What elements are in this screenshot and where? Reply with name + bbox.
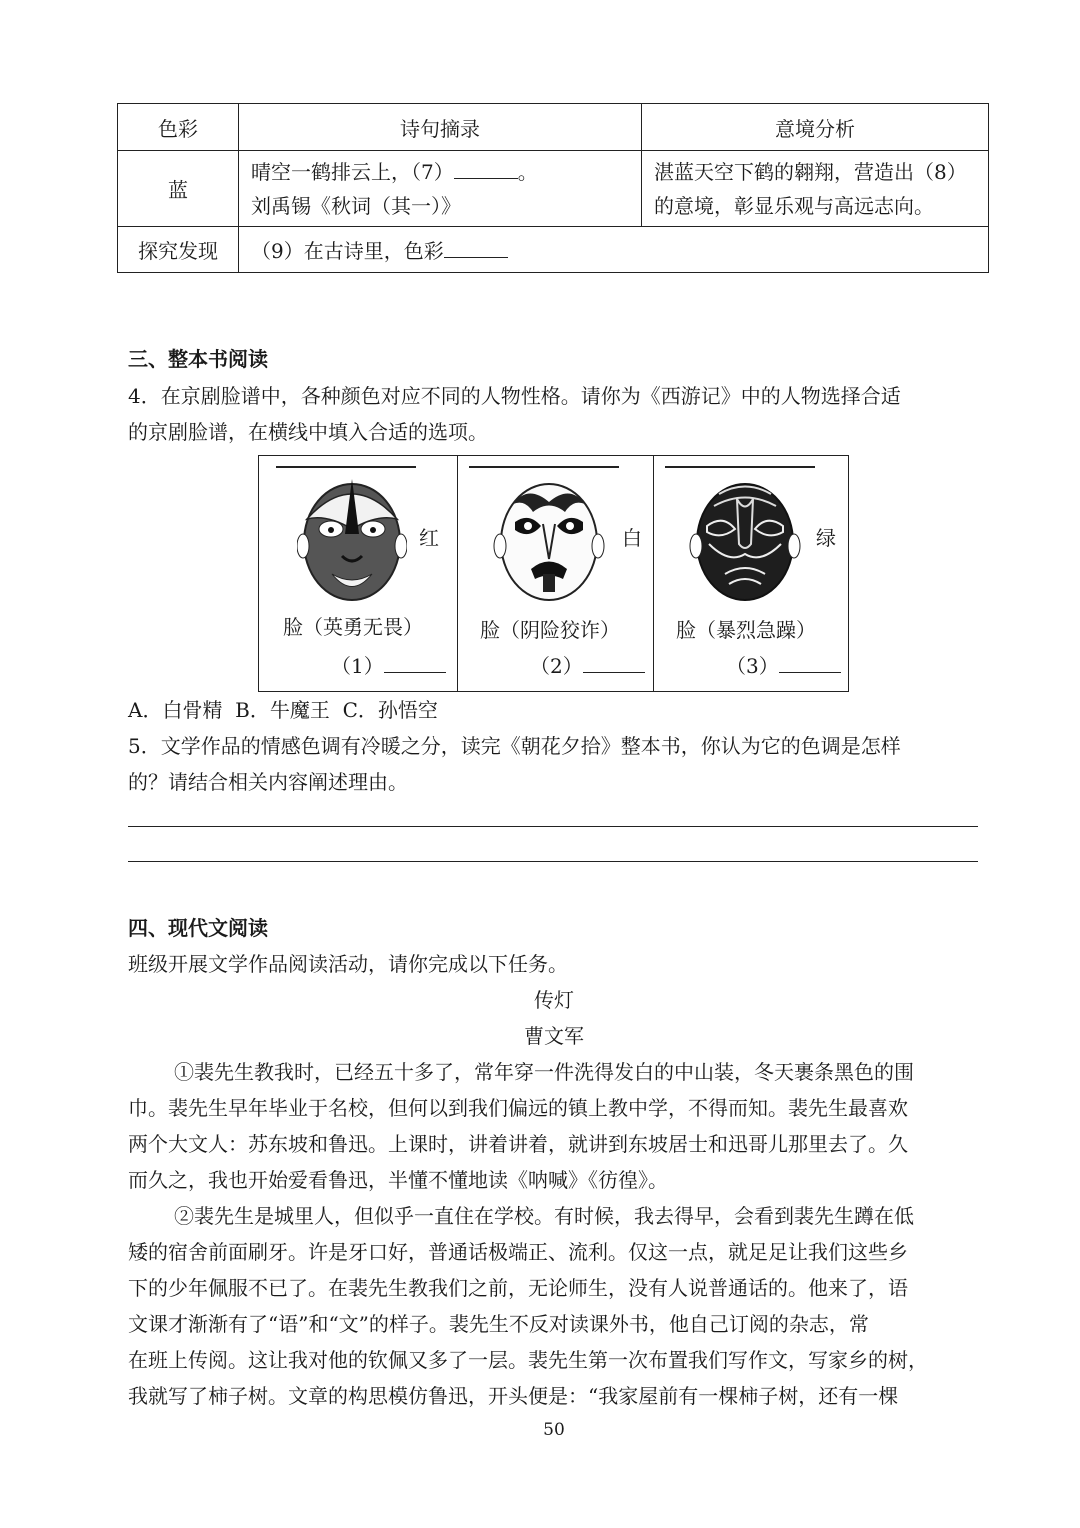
mask-card-red bbox=[258, 455, 458, 692]
p1-line: 而久之，我也开始爱看鲁迅，半懂不懂地读《呐喊》《彷徨》。 bbox=[128, 1168, 668, 1192]
poem-line2: 刘禹锡《秋词（其一）》 bbox=[251, 193, 461, 218]
mask-card-white bbox=[457, 455, 654, 692]
page-number: 50 bbox=[543, 1420, 565, 1440]
discovery-cell bbox=[239, 227, 989, 273]
article-paragraph-2 bbox=[128, 1198, 978, 1414]
analysis-line2: 的意境，彰显乐观与高远志向。 bbox=[654, 193, 934, 218]
row-color-blue: 蓝 bbox=[118, 151, 239, 227]
mask-blank-3[interactable] bbox=[726, 650, 841, 679]
p2-line: 下的少年佩服不已了。在裴先生教我们之前，无论师生，没有人说普通话的。他来了，语 bbox=[128, 1276, 908, 1300]
mask-caption-white: 脸（阴险狡诈） bbox=[480, 618, 620, 642]
q5-line2: 的？请结合相关内容阐述理由。 bbox=[128, 770, 408, 794]
p1-line: 两个大文人：苏东坡和鲁迅。上课时，讲着讲着，就讲到东坡居士和迅哥儿那里去了。久 bbox=[128, 1132, 908, 1156]
q4-line2: 的京剧脸谱，在横线中填入合适的选项。 bbox=[128, 420, 488, 444]
mask-blank-2-line[interactable] bbox=[583, 650, 645, 673]
poem-line1: 晴空一鹤排云上，（7） bbox=[251, 159, 454, 184]
article-paragraph-1 bbox=[128, 1054, 978, 1198]
p2-line: 文课才渐渐有了“语”和“文”的样子。裴先生不反对读课外书，他自己订阅的杂志，常 bbox=[128, 1312, 869, 1336]
blank-9[interactable] bbox=[444, 235, 508, 258]
q4-line1: 4．在京剧脸谱中，各种颜色对应不同的人物性格。请你为《西游记》中的人物选择合适 bbox=[128, 384, 901, 408]
mask-blank-3-line[interactable] bbox=[779, 650, 841, 673]
mask-caption-red: 脸（英勇无畏） bbox=[283, 615, 423, 639]
mask-blank-1-line[interactable] bbox=[384, 650, 446, 673]
row-blue-poem bbox=[239, 151, 642, 227]
section3-heading: 三、整本书阅读 bbox=[128, 347, 268, 371]
p2-line: 在班上传阅。这让我对他的钦佩又多了一层。裴先生第一次布置我们写作文，写家乡的树， bbox=[128, 1348, 928, 1372]
table-header-color: 色彩 bbox=[118, 104, 239, 151]
section4-intro: 班级开展文学作品阅读活动，请你完成以下任务。 bbox=[128, 952, 568, 976]
discovery-text: （9）在古诗里，色彩 bbox=[251, 239, 444, 263]
row-blue-analysis bbox=[642, 151, 989, 227]
table-header-poem: 诗句摘录 bbox=[239, 104, 642, 151]
table-row-discovery bbox=[118, 227, 989, 273]
answer-line-2[interactable] bbox=[128, 861, 978, 862]
mask-color-green: 绿 bbox=[816, 526, 836, 550]
table-header-analysis: 意境分析 bbox=[642, 104, 989, 151]
green-opera-mask-icon bbox=[689, 474, 801, 604]
analysis-line1: 湛蓝天空下鹤的翱翔，营造出（8） bbox=[654, 159, 967, 184]
mask-card-red-topline bbox=[276, 466, 416, 468]
mask-color-red: 红 bbox=[419, 526, 439, 550]
mask-color-white: 白 bbox=[622, 526, 642, 550]
p1-line: 巾。裴先生早年毕业于名校，但何以到我们偏远的镇上教中学，不得而知。裴先生最喜欢 bbox=[128, 1096, 908, 1120]
mask-blank-1-label: （1） bbox=[331, 654, 384, 678]
p2-line: 我就写了柿子树。文章的构思模仿鲁迅，开头便是：“我家屋前有一棵柿子树，还有一棵 bbox=[128, 1384, 899, 1408]
red-opera-mask-icon bbox=[297, 474, 407, 604]
mask-blank-2-label: （2） bbox=[530, 654, 583, 678]
section4-heading: 四、现代文阅读 bbox=[128, 916, 268, 940]
color-poetry-table bbox=[117, 103, 989, 273]
blank-7[interactable] bbox=[454, 156, 518, 179]
q5-line1: 5．文学作品的情感色调有冷暖之分，读完《朝花夕拾》整本书，你认为它的色调是怎样 bbox=[128, 734, 901, 758]
answer-line-1[interactable] bbox=[128, 826, 978, 827]
article-title: 传灯 bbox=[534, 988, 574, 1012]
mask-card-green bbox=[653, 455, 849, 692]
white-opera-mask-icon bbox=[493, 474, 605, 604]
article-author: 曹文军 bbox=[524, 1024, 584, 1048]
discovery-label: 探究发现 bbox=[118, 227, 239, 273]
mask-card-white-topline bbox=[469, 466, 619, 468]
mask-card-green-topline bbox=[665, 466, 815, 468]
mask-caption-green: 脸（暴烈急躁） bbox=[676, 618, 816, 642]
q4-options: A．白骨精 B．牛魔王 C．孙悟空 bbox=[128, 698, 438, 722]
p1-line: ①裴先生教我时，已经五十多了，常年穿一件洗得发白的中山装，冬天裹条黑色的围 bbox=[174, 1060, 914, 1084]
table-row-blue bbox=[118, 151, 989, 227]
mask-blank-2[interactable] bbox=[530, 650, 645, 679]
p2-line: 矮的宿舍前面刷牙。许是牙口好，普通话极端正、流利。仅这一点，就足足让我们这些乡 bbox=[128, 1240, 908, 1264]
table-header-row bbox=[118, 104, 989, 151]
p2-line: ②裴先生是城里人，但似乎一直住在学校。有时候，我去得早，会看到裴先生蹲在低 bbox=[174, 1204, 914, 1228]
poem-line1-end: 。 bbox=[517, 159, 538, 184]
mask-blank-3-label: （3） bbox=[726, 654, 779, 678]
mask-blank-1[interactable] bbox=[331, 650, 446, 679]
